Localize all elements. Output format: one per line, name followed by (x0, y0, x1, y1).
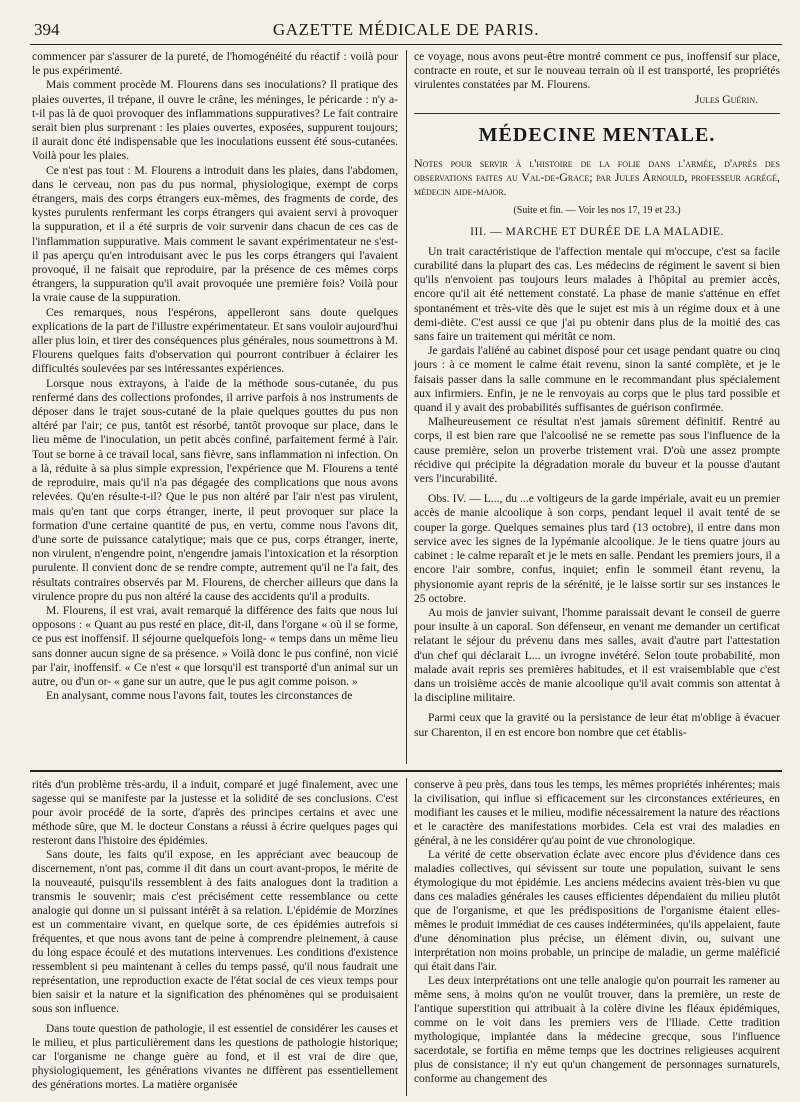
paragraph: conserve à peu près, dans tous les temps, les mêmes propriétés inhérentes; mais la civilisation, qui influe si efficacement sur les circonstances extérieures, en modifiant les causes et le milieu, modifie nécessairement la nature des réactions et le caractère des manifestations morbides. Cela est vrai des maladies en général, à ne les considérer qu'au point de vue chronologique. (414, 779, 780, 847)
paragraph: Ce n'est pas tout : M. Flourens a introduit dans les plaies, dans l'abdomen, dans le cerveau, non pas du pus normal, physiologique, exempt de corps étrangers, mais des corps étrangers eux-mêmes, des fragments de corde, des kystes purulents renfermant les corps étrangers qui avaient servi à provoquer la suppuration, et il a été surpris de voir survenir dans chacun de ces cas de l'inflammation suppurative. Mais comment le savant expérimentateur ne s'est-il pas aperçu qu'en introduisant avec le pus les corps étrangers qui l'avaient provoqué, il ne faisait que reproduire, par la présence de ces mêmes corps étrangers, la suppuration qu'il avait provoquée une première fois? Voilà pour la vraie cause de la suppuration. (32, 163, 398, 305)
article-title: Notes pour servir à l'histoire de la folie dans l'armée, d'après des observations faites au Val-de-Grace; par Jules Arnould, professeur agrégé, médecin aide-major. (414, 155, 780, 199)
left-column (32, 50, 398, 764)
section-title: MÉDECINE MENTALE. (478, 123, 716, 146)
continuation-note: (Suite et fin. — Voir les nos 17, 19 et 23.) (513, 205, 681, 217)
paragraph: Ces remarques, nous l'espérons, appelleront sans doute quelques explications de la part de l'illustre expérimentateur. Et sans vouloir aujourd'hui aller plus loin, et tirer des conséquences plus générales, nous soumettrons à M. Flourens quelques faits d'observation qui pourront contribuer à éclairer les difficultés soulevées par ses intéressantes expériences. (32, 305, 398, 376)
paragraph: Parmi ceux que la gravité ou la persistance de leur état m'oblige à évacuer sur Charenton, il en est encore bon nombre que cet établis- (414, 711, 780, 739)
paragraph: Je gardais l'aliéné au cabinet disposé pour cet usage pendant quatre ou cinq jours : à ce moment le calme était revenu, sinon la santé complète, et je le faisais passer dans la salle commune en le recommandant plus spécialement aux infirmiers. Enfin, je ne le renvoyais au corps que le plus tard possible et quand il y avait des probabilités suffisantes de guérison confirmée. (414, 344, 780, 415)
subheading: III. — MARCHE ET DURÉE DE LA MALADIE. (470, 224, 724, 238)
running-title: GAZETTE MÉDICALE DE PARIS. (272, 20, 540, 39)
author-signature: Jules Guérin. (694, 92, 758, 106)
paragraph: Dans toute question de pathologie, il est essentiel de considérer les causes et le milieu, et plus particulièrement dans les questions de pathologie historique; car l'organisme ne change guère au fond, et il est vrai de dire que, physiologiquement, les générations vivantes ne diffèrent pas essentiellement des générations mortes. La matière organisée (32, 1023, 398, 1091)
observation-paragraph: Obs. IV. — L..., du ...e voltigeurs de la garde impériale, avait eu un premier accès de manie alcoolique à son corps, pendant lequel il avait tenté de se couper la gorge. Quelques semaines plus tard (13 octobre), il entre dans mon service avec les signes de la lypémanie alcoolique. Je le tiens quatre jours au cabinet : le calme reparaît et je le mets en salle. Pendant les premiers jours, il a encore l'air sombre, confus, inquiet; enfin le sommeil étant revenu, la physionomie ayant repris de la sérénité, je le laisse sortir sur ses instances le 25 octobre. (414, 492, 780, 605)
paragraph: ce voyage, nous avons peut-être montré comment ce pus, inoffensif sur place, contracte en route, et sur le nouveau terrain où il est transporté, les propriétés virulentes constatées par M. Flourens. (414, 50, 780, 92)
bottom-left-column (32, 778, 398, 1096)
paragraph: rités d'un problème très-ardu, il a induit, comparé et jugé finalement, avec une sagesse qui se manifeste par la justesse et la solidité de ses conclusions. C'est pour avoir procédé de la sorte, d'après des principes certains et avec une méthode sûre, que M. le docteur Constans a réussi à écrire quelques pages qui resteront dans l'histoire des épidémies. (32, 779, 398, 847)
paragraph: Sans doute, les faits qu'il expose, en les appréciant avec beaucoup de discernement, n'ont pas, comme il dit dans un court avant-propos, le mérite de la nouveauté, puisqu'ils ressemblent à des faits analogues dont la tradition a transmis le souvenir; mais c'est précisément cette ressemblance ou cette analogie qui donne un si puissant intérêt à sa relation. L'épidémie de Morzines est un commentaire vivant, en quelque sorte, de ces épidémies autrefois si fréquentes, et que nous avons tant de peine à comprendre pleinement, à cause du long espace écoulé et des mutations intervenues. Les conditions d'existence ressemblent si peu maintenant à celles du temps passé, qu'il nous faudrait une représentation, une reproduction exacte de l'état social de ces vieux temps pour bien saisir et la nature et la signification des phénomènes qui se produisaient sous son influence. (32, 849, 398, 1015)
paragraph: Malheureusement ce résultat n'est jamais sûrement définitif. Rentré au corps, il est bien rare que l'alcoolisé ne se remette pas sous l'influence de la cause première, selon un proverbe tristement vrai. D'où une assez prompte récidive qui précipite la dégradation morale du buveur et la pousse d'autant vers l'incurabilité. (414, 415, 780, 486)
paragraph: Les deux interprétations ont une telle analogie qu'on pourrait les ramener au même sens, à moins qu'on ne voulût trouver, dans la première, un reste de l'antique superstition qui attribuait à la colère divine les fléaux épidémiques, comme on le voit dans les premiers vers de l'Iliade. Cette tradition mythologique, implantée dans la médecine grecque, sous l'influence sacerdotale, se fortifia en même temps que les doctrines religieuses acquirent plus de consistance; il n'y eut qu'un changement de personnages surnaturels, conforme au changement des (414, 975, 780, 1085)
paragraph: Un trait caractéristique de l'affection mentale qui m'occupe, c'est sa facile curabilité dans la plupart des cas. Les médecins de régiment le savent si bien qu'ils n'envoient pas toujours leurs malades à l'hôpital au premier accès, encore qu'il ait été nettement constaté. La phase de manie s'atténue en effet spontanément et très-vite dès que le sujet est mis à un régime doux et à une demi-diète. C'est aussi ce que j'ai pu obtenir dans plus de la moitié des cas sans faire un traitement qui méritât ce nom. (414, 244, 780, 344)
paragraph: En analysant, comme nous l'avons fait, toutes les circonstances de (46, 689, 353, 703)
paragraph: Lorsque nous extrayons, à l'aide de la méthode sous-cutanée, du pus renfermé dans des collections profondes, il arrive parfois à nos instruments de déposer dans le trajet sous-cutané de la plaie quelques gouttes du pus non altéré par l'air; ce pus, tantôt est résorbé, tantôt provoque sur place, dans le lieu même de l'inoculation, un petit abcès confiné, parfaitement fermé à l'air. Tout se borne à ce travail local, sans fièvre, sans inflammation ni infection. On a là, réduite à sa plus simple expression, l'expérience que M. Flourens a tenté de reproduire, mais qu'il n'a pas dégagée des complications que nous avons relevées. Qu'en résulte-t-il? Que le pus non altéré par l'air n'est pas virulent, mais qu'en tant que corps étranger, inerte, il peut provoquer sur place la formation d'une certaine quantité de pus, en vertu, comme nous l'avons dit, d'une sorte de puissance catalytique; mais que ce pus, corps étranger, inerte, non virulent, n'engendre point, n'engendre jamais l'intoxication et la résorption purulente. Il convient donc de se rendre compte, autrement qu'il ne l'a fait, des résultats contraires observés par M. Flourens, de chercher ailleurs que dans la virulence propre du pus non altéré la cause des accidents qu'il a produits. (32, 376, 398, 603)
page-number: 394 (34, 20, 60, 39)
observation-paragraph: Au mois de janvier suivant, l'homme paraissait devant le conseil de guerre pour insulte à un caporal. Son défenseur, en venant me demander un certificat relatant le séjour du prévenu dans mes salles, avait d'autre part l'attestation d'un chef qui déclarait L... un ivrogne invétéré. Selon toute probabilité, mon malade avait repris ses premières habitudes, et il est vraisemblable que c'est dans un troisième accès de manie alcoolique qu'il avait commis son attentat à la discipline militaire. (414, 605, 780, 705)
paragraph: Mais comment procède M. Flourens dans ses inoculations? Il pratique des plaies ouvertes, il trépane, il ouvre le crâne, les méninges, le péricarde : n'y a-t-il pas là de quoi provoquer des inflammations suppuratives? Le fait contraire serait bien plus surprenant : les plaies ouvertes, exposées, suppurent toujours; il aurait donc été indispensable que les inoculations eussent été sous-cutanées. Voilà pour les plaies. (32, 78, 398, 163)
column-divider (406, 50, 407, 764)
bottom-right-column (414, 778, 780, 1096)
paragraph: commencer par s'assurer de la pureté, de l'homogénéité du réactif : voilà pour le pus expérimenté. (32, 50, 398, 78)
paragraph: La vérité de cette observation éclate avec encore plus d'évidence dans ces maladies collectives, qui sévissent sur toute une population, suivant le sens étymologique du mot épidémie. Les anciens médecins avaient très-bien vu que dans ces maladies générales les causes efficientes dépendaient du milieu plutôt que de l'organisme, et que les prédispositions de l'organisme étaient elles-mêmes le produit immédiat de ces causes indéterminées, qu'ils appelaient, faute d'une dénomination plus précise, un élément divin, ou, suivant une interprétation non moins probable, un principe de maladie, un germe maléficié qui était dans l'air. (414, 849, 780, 973)
right-column (414, 50, 780, 764)
feuilleton-divider (30, 770, 782, 772)
section-divider (414, 113, 780, 114)
column-divider (406, 778, 407, 1096)
page-header (30, 14, 782, 45)
paragraph: M. Flourens, il est vrai, avait remarqué la différence des faits que nous lui opposons : « Quant au pus resté en place, dit-il, dans l'organe « où il se forme, ce pus est inoffensif. Il séjourne quelquefois long- « temps dans un même lieu sans donner aucun signe de sa présence. » Voilà donc le pus confiné, non vicié par l'air, inoffensif. « Ce n'est « que lorsqu'il est transporté d'un animal sur un autre, ou d'un or- « gane sur un autre, que le pus agit comme poison. » (32, 603, 398, 688)
